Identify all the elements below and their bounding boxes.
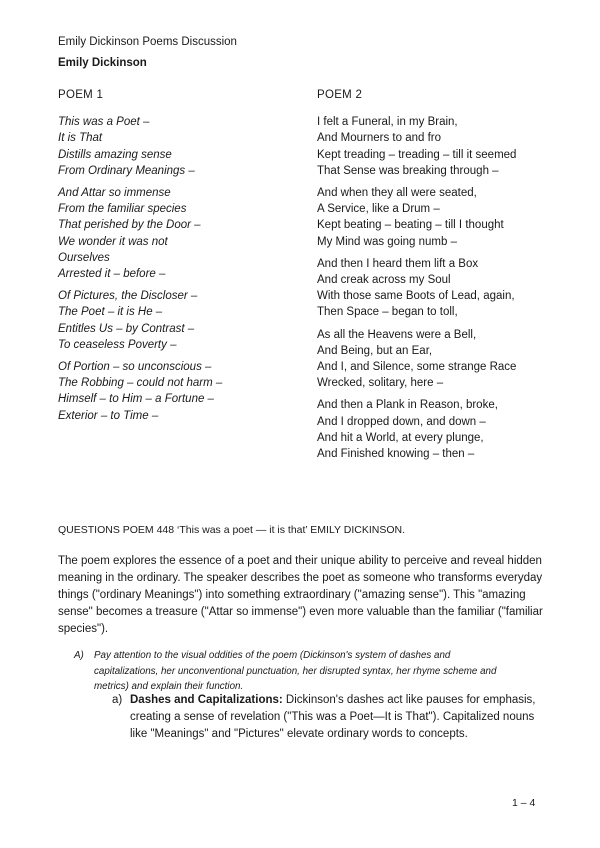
poem-line: And then a Plank in Reason, broke, bbox=[317, 399, 498, 412]
poem-line: And hit a World, at every plunge, bbox=[317, 431, 484, 444]
poem-line: And Finished knowing – then – bbox=[317, 448, 475, 461]
poem-line: Kept beating – beating – till I thought bbox=[317, 219, 504, 232]
document-header: Emily Dickinson Poems Discussion bbox=[58, 36, 237, 48]
stanza bbox=[58, 288, 298, 353]
poem-line: The Poet – it is He – bbox=[58, 306, 163, 319]
poem-line: And I dropped down, and down – bbox=[317, 415, 486, 428]
poem-line: That perished by the Door – bbox=[58, 219, 201, 232]
poem-line: I felt a Funeral, in my Brain, bbox=[317, 116, 458, 129]
poem-line: We wonder it was not bbox=[58, 235, 168, 248]
poem-line: And Attar so immense bbox=[58, 187, 171, 200]
poem-line: The Robbing – could not harm – bbox=[58, 377, 223, 390]
poem-line: To ceaseless Poverty – bbox=[58, 338, 177, 351]
stanza bbox=[317, 256, 557, 321]
poem-line: And when they all were seated, bbox=[317, 187, 477, 200]
stanza bbox=[58, 114, 298, 179]
poem-1-column bbox=[58, 87, 298, 430]
stanza bbox=[317, 327, 557, 392]
poem-line: Entitles Us – by Contrast – bbox=[58, 322, 195, 335]
poem-line: My Mind was going numb – bbox=[317, 235, 457, 248]
poem-line: Then Space – began to toll, bbox=[317, 306, 458, 319]
poem-line: Of Portion – so unconscious – bbox=[58, 361, 212, 374]
poem-line: And creak across my Soul bbox=[317, 274, 451, 287]
answer-marker: a) bbox=[112, 694, 123, 706]
poem-line: A Service, like a Drum – bbox=[317, 203, 440, 216]
poem-line: Exterior – to Time – bbox=[58, 409, 159, 422]
answer-title: Dashes and Capitalizations: bbox=[130, 694, 283, 706]
poem-line: Kept treading – treading – till it seemed bbox=[317, 148, 517, 161]
poem-line: Arrested it – before – bbox=[58, 268, 166, 281]
stanza bbox=[58, 185, 298, 282]
question-marker: A) bbox=[74, 650, 84, 661]
document-author: Emily Dickinson bbox=[58, 57, 147, 69]
poem-line: Wrecked, solitary, here – bbox=[317, 377, 444, 390]
stanza bbox=[317, 114, 557, 179]
poem-line: And Being, but an Ear, bbox=[317, 344, 433, 357]
answer-item bbox=[112, 692, 542, 743]
poem-line: That Sense was breaking through – bbox=[317, 164, 499, 177]
question-item bbox=[76, 648, 516, 695]
question-text: Pay attention to the visual oddities of the poem (Dickinson's system of dashes and capitalizations, her unconventional punctuation, her disrupted syntax, her rhyme scheme and metrics) and explain their function. bbox=[94, 650, 497, 692]
page-number: 1 – 4 bbox=[512, 797, 536, 809]
questions-intro-paragraph: The poem explores the essence of a poet and their unique ability to perceive and reveal hidden meaning in the ordinary. The speaker describes the poet as someone who transforms everyday things ("ordinary Meanings") into something extraordinary ("amazing sense"). This "amazing sense" becomes a treasure ("Attar so immense") even more valuable than the familiar ("familiar species"). bbox=[58, 555, 543, 635]
stanza bbox=[317, 397, 557, 462]
questions-heading: QUESTIONS POEM 448 ‘This was a poet — it is that’ EMILY DICKINSON. bbox=[58, 524, 405, 536]
poem-line: And then I heard them lift a Box bbox=[317, 257, 479, 270]
poem-line: From Ordinary Meanings – bbox=[58, 164, 195, 177]
poem-1-heading: POEM 1 bbox=[58, 89, 104, 101]
poem-line: Himself – to Him – a Fortune – bbox=[58, 393, 214, 406]
poem-line: Distills amazing sense bbox=[58, 148, 172, 161]
poem-line: And I, and Silence, some strange Race bbox=[317, 361, 517, 374]
poem-line: From the familiar species bbox=[58, 203, 187, 216]
poem-2-heading: POEM 2 bbox=[317, 89, 363, 101]
poem-2-stanzas bbox=[317, 114, 557, 462]
poem-line: With those same Boots of Lead, again, bbox=[317, 290, 515, 303]
stanza bbox=[58, 359, 298, 424]
poem-line: Ourselves bbox=[58, 251, 110, 264]
poem-line: This was a Poet – bbox=[58, 116, 150, 129]
answer-text-block bbox=[130, 692, 542, 743]
poem-line: It is That bbox=[58, 132, 103, 145]
poem-line: And Mourners to and fro bbox=[317, 132, 442, 145]
stanza bbox=[317, 185, 557, 250]
poem-1-stanzas bbox=[58, 114, 298, 424]
answer-body: Dickinson's dashes act like pauses for emphasis, creating a sense of revelation ("This was a Poet—It is That"). Capitalized nouns like "Meanings" and "Pictures" elevate ordinary words to concepts. bbox=[130, 694, 536, 740]
poem-line: Of Pictures, the Discloser – bbox=[58, 290, 198, 303]
poem-line: As all the Heavens were a Bell, bbox=[317, 328, 477, 341]
poem-2-column bbox=[317, 87, 557, 468]
